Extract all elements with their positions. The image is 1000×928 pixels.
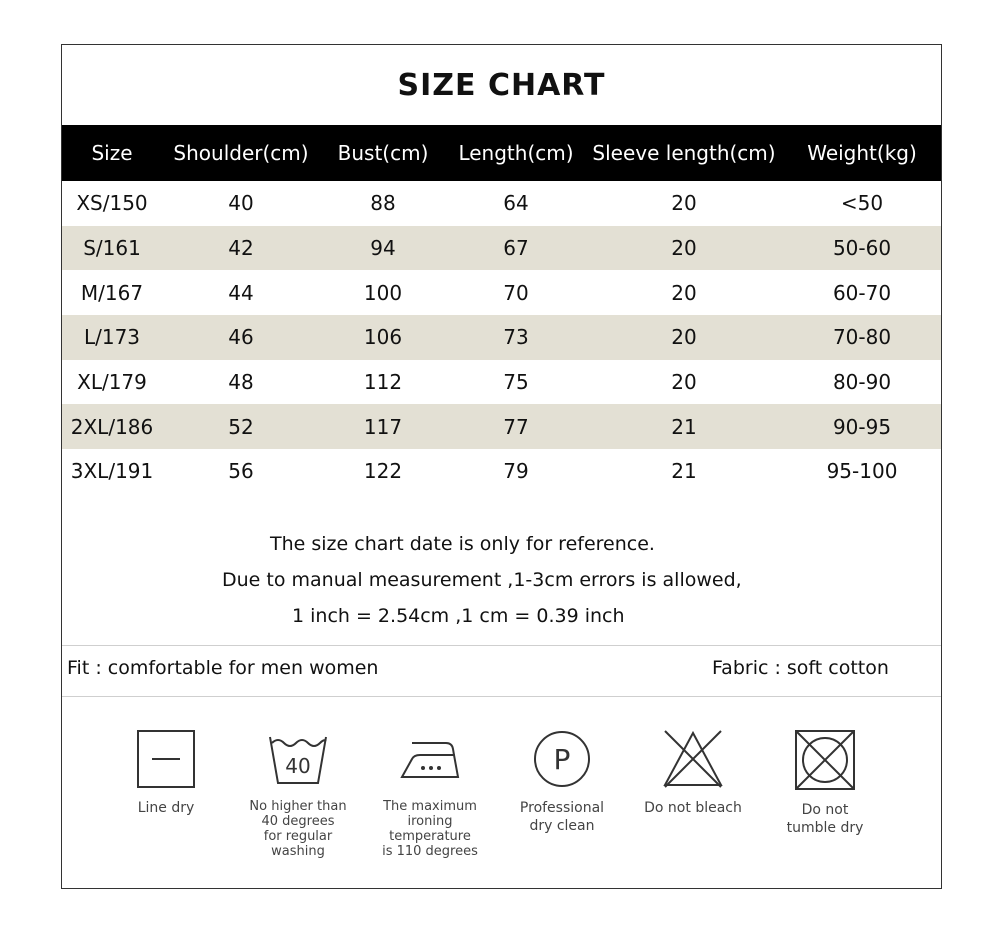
table-row (62, 360, 941, 405)
sleeve-length-cell: 20 (671, 325, 697, 350)
column-header-length: Length(cm) (458, 141, 574, 165)
length-cell: 73 (503, 325, 529, 350)
column-header-shoulder: Shoulder(cm) (173, 141, 309, 165)
care-label: Line dry (137, 800, 195, 816)
line-dry-icon (136, 729, 196, 789)
chart-title: SIZE CHART (397, 67, 606, 103)
sleeve-length-cell: 20 (671, 280, 697, 305)
table-row (62, 270, 941, 315)
size-cell: XL/179 (77, 370, 147, 395)
column-header-weight: Weight(kg) (807, 141, 917, 165)
care-item-do-not-bleach (638, 729, 748, 817)
care-item-dry-clean (507, 729, 617, 835)
care-label: No higher than 40 degrees for regular washing (249, 799, 347, 859)
divider (62, 645, 941, 646)
length-cell: 79 (503, 459, 529, 484)
bust-cell: 112 (363, 370, 403, 395)
size-cell: S/161 (83, 236, 141, 261)
care-label: Do not tumble dry (786, 802, 864, 836)
length-cell: 64 (503, 191, 529, 216)
shoulder-cell: 40 (228, 191, 254, 216)
column-header-size: Size (91, 141, 133, 165)
bust-cell: 106 (363, 325, 403, 350)
wash-temperature-text: 40 (285, 754, 311, 778)
column-header-sleeve-length: Sleeve length(cm) (592, 141, 776, 165)
shoulder-cell: 46 (228, 325, 254, 350)
weight-cell: 90-95 (832, 414, 892, 439)
divider (62, 696, 941, 697)
weight-cell: <50 (840, 191, 884, 216)
care-item-wash-40 (243, 729, 353, 859)
length-cell: 75 (503, 370, 529, 395)
do-not-tumble-dry-icon (794, 729, 856, 791)
table-row (62, 181, 941, 226)
do-not-bleach-icon (661, 729, 725, 789)
size-cell: L/173 (83, 325, 141, 350)
weight-cell: 50-60 (832, 236, 892, 261)
sleeve-length-cell: 21 (671, 414, 697, 439)
weight-cell: 70-80 (832, 325, 892, 350)
bust-cell: 122 (363, 459, 403, 484)
bust-cell: 117 (363, 414, 403, 439)
care-label: Professional dry clean (519, 800, 605, 834)
size-cell: XS/150 (76, 191, 148, 216)
care-label: Do not bleach (644, 800, 742, 816)
sleeve-length-cell: 20 (671, 370, 697, 395)
care-item-iron (375, 729, 485, 859)
size-cell: 3XL/191 (70, 459, 154, 484)
care-label: The maximum ironing temperature is 110 degrees (382, 799, 478, 859)
fabric-text: Fabric : soft cotton (712, 657, 889, 679)
table-body (62, 181, 941, 494)
table-row (62, 404, 941, 449)
shoulder-cell: 56 (228, 459, 254, 484)
weight-cell: 95-100 (826, 459, 898, 484)
fit-text: Fit : comfortable for men women (67, 657, 379, 679)
table-row (62, 449, 941, 494)
bust-cell: 88 (370, 191, 396, 216)
note-reference: The size chart date is only for reference. (270, 533, 655, 555)
iron-icon (398, 729, 462, 789)
length-cell: 70 (503, 280, 529, 305)
bust-cell: 100 (363, 280, 403, 305)
note-measurement-error: Due to manual measurement ,1-3cm errors is allowed, (222, 569, 742, 591)
sleeve-length-cell: 21 (671, 459, 697, 484)
dry-clean-letter: P (553, 743, 571, 776)
table-row (62, 226, 941, 271)
shoulder-cell: 42 (228, 236, 254, 261)
table-row (62, 315, 941, 360)
care-item-do-not-tumble-dry (770, 729, 880, 837)
professional-dry-clean-icon (532, 729, 592, 789)
bust-cell: 94 (370, 236, 396, 261)
size-chart-frame (61, 44, 942, 889)
sleeve-length-cell: 20 (671, 191, 697, 216)
shoulder-cell: 52 (228, 414, 254, 439)
shoulder-cell: 44 (228, 280, 254, 305)
size-cell: 2XL/186 (70, 414, 154, 439)
weight-cell: 60-70 (832, 280, 892, 305)
length-cell: 67 (503, 236, 529, 261)
table-header (62, 125, 941, 181)
length-cell: 77 (503, 414, 529, 439)
shoulder-cell: 48 (228, 370, 254, 395)
note-unit-conversion: 1 inch = 2.54cm ,1 cm = 0.39 inch (292, 605, 625, 627)
column-header-bust: Bust(cm) (337, 141, 429, 165)
sleeve-length-cell: 20 (671, 236, 697, 261)
wash-40-icon (266, 729, 330, 789)
weight-cell: 80-90 (832, 370, 892, 395)
size-cell: M/167 (80, 280, 144, 305)
care-item-line-dry (111, 729, 221, 817)
